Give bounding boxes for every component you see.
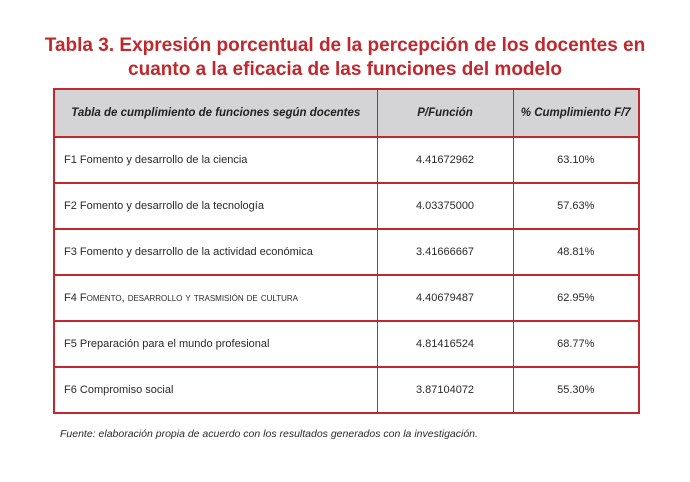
functions-table [53,88,640,414]
row-cumplimiento: 62.95% [513,275,639,321]
header-cumplimiento: % Cumplimiento F/7 [513,89,639,137]
row-function: F4 Fomento, desarrollo y trasmisión de cultura [54,275,377,321]
row-p-funcion: 4.81416524 [377,321,513,367]
row-p-funcion: 4.41672962 [377,137,513,183]
row-cumplimiento: 68.77% [513,321,639,367]
row-cumplimiento: 63.10% [513,137,639,183]
row-function: F3 Fomento y desarrollo de la actividad económica [54,229,377,275]
row-p-funcion: 3.87104072 [377,367,513,413]
table-row [54,229,639,275]
row-p-funcion: 3.41666667 [377,229,513,275]
header-p-funcion: P/Función [377,89,513,137]
table-header-row [54,89,639,137]
row-p-funcion: 4.03375000 [377,183,513,229]
table-title-line-2: cuanto a la eficacia de las funciones del modelo [128,59,562,80]
row-function: F2 Fomento y desarrollo de la tecnología [54,183,377,229]
table-title-line-1: Tabla 3. Expresión porcentual de la percepción de los docentes en [44,35,646,56]
row-cumplimiento: 57.63% [513,183,639,229]
table-row [54,275,639,321]
row-function: F6 Compromiso social [54,367,377,413]
row-function: F1 Fomento y desarrollo de la ciencia [54,137,377,183]
row-function: F5 Preparación para el mundo profesional [54,321,377,367]
table-row [54,137,639,183]
header-functions: Tabla de cumplimiento de funciones según docentes [54,89,377,137]
table-row [54,321,639,367]
table-row [54,183,639,229]
table-row [54,367,639,413]
source-note: Fuente: elaboración propia de acuerdo con los resultados generados con la investigación. [60,428,478,440]
row-p-funcion: 4.40679487 [377,275,513,321]
row-cumplimiento: 48.81% [513,229,639,275]
table-title [0,34,690,82]
row-cumplimiento: 55.30% [513,367,639,413]
